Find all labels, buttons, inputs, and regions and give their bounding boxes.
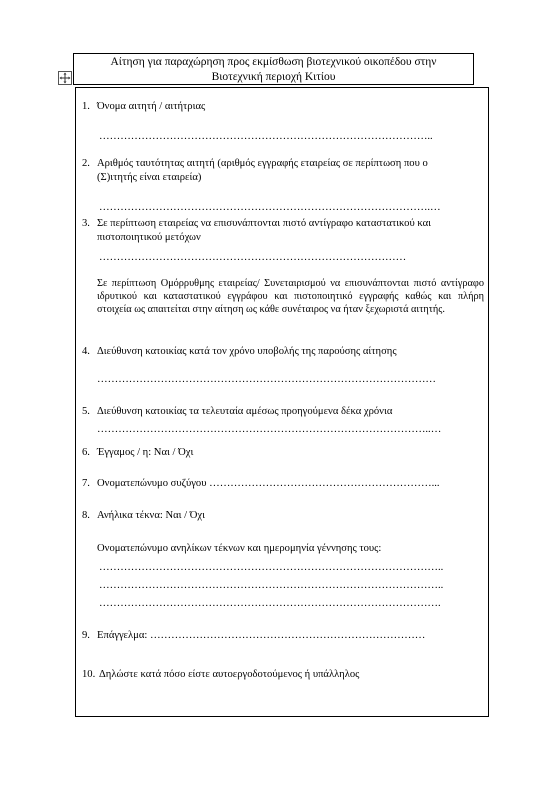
answer-line-5[interactable]: …………………………………………………………………………………..… (97, 424, 442, 435)
title-box (73, 53, 474, 85)
item-10 (82, 668, 359, 682)
answer-line-1[interactable]: ………………………………………………………………………………….. (99, 131, 433, 142)
title-line-1: Αίτηση για παραχώρηση προς εκμίσθωση βιοτεχνικού οικοπέδου στην (110, 56, 437, 68)
item-7 (82, 477, 440, 491)
item-8-number: 8. (82, 510, 90, 521)
item-5-label: Διεύθυνση κατοικίας τα τελευταία αμέσως προηγούμενα δέκα χρόνια (97, 406, 393, 417)
item-9-label: Επάγγελμα: …………………………………………………………………… (97, 630, 426, 641)
item-3-label: Σε περίπτωση εταιρείας να επισυνάπτονται πιστό αντίγραφο καταστατικού και (97, 218, 431, 229)
item-2-label: Αριθμός ταυτότητας αιτητή (αριθμός εγγραφής εταιρείας σε περίπτωση που ο (97, 158, 428, 169)
children-line-1[interactable]: …………………………………………………………………………………….. (99, 562, 444, 573)
item-8-label: Ανήλικα τέκνα: Ναι / Όχι (97, 510, 205, 521)
answer-line-4[interactable]: …………………………………………………………………………………… (97, 374, 436, 385)
item-1-number: 1. (82, 101, 90, 112)
item-7-number: 7. (82, 478, 90, 489)
table-move-handle[interactable] (58, 71, 72, 85)
move-arrows-icon (59, 72, 71, 84)
item-9 (82, 629, 425, 643)
item-5-number: 5. (82, 406, 90, 417)
item-3 (82, 217, 482, 231)
item-2-number: 2. (82, 158, 90, 169)
title-line-2: Βιοτεχνική περιοχή Κιτίου (211, 71, 336, 83)
children-line-2[interactable]: …………………………………………………………………………………….. (99, 580, 444, 591)
children-line-3[interactable]: ……………………………………………………………………………………. (99, 598, 441, 609)
item-10-label: Δηλώστε κατά πόσο είστε αυτοεργοδοτούμενος ή υπάλληλος (99, 669, 360, 680)
item-9-number: 9. (82, 630, 90, 641)
item-6-label: Έγγαμος / η: Ναι / Όχι (97, 447, 194, 458)
answer-line-2[interactable]: ………………………………………………………………………………….… (99, 202, 441, 213)
item-2-label-cont: (Σ)ιτητής είναι εταιρεία) (97, 172, 202, 183)
item-3-number: 3. (82, 218, 90, 229)
item-6-number: 6. (82, 447, 90, 458)
item-3-label-cont: πιστοποιητικού μετόχων (97, 232, 201, 243)
item-8 (82, 509, 205, 523)
item-2 (82, 157, 428, 171)
item-1-label: Όνομα αιτητή / αιτήτριας (97, 101, 206, 112)
answer-line-3[interactable]: …………………………………………………………………………… (99, 252, 407, 263)
item-6 (82, 446, 193, 460)
item-7-label: Ονοματεπώνυμο συζύγου ………………………………………………………... (97, 478, 440, 489)
item-5 (82, 405, 392, 419)
item-4-label: Διεύθυνση κατοικίας κατά τον χρόνο υποβολής της παρούσης αίτησης (97, 346, 397, 357)
partnership-note: Σε περίπτωση Ομόρρυθμης εταιρείας/ Συνεταιρισμού να επισυνάπτονται πιστό αντίγραφο ιδρυτικού και καταστατικού εγγράφου και πιστοποιητικό εγγραφής καθώς και πλήρη στοιχεία ως απαιτείται στην αίτηση ως κάθε συνέταιρος να ήταν ξεχωριστά αιτητής. (97, 278, 484, 316)
item-1 (82, 100, 205, 114)
children-label: Ονοματεπώνυμο ανηλίκων τέκνων και ημερομηνία γέννησης τους: (97, 543, 382, 554)
item-4-number: 4. (82, 346, 90, 357)
item-10-number: 10. (82, 669, 96, 680)
item-4 (82, 345, 397, 359)
